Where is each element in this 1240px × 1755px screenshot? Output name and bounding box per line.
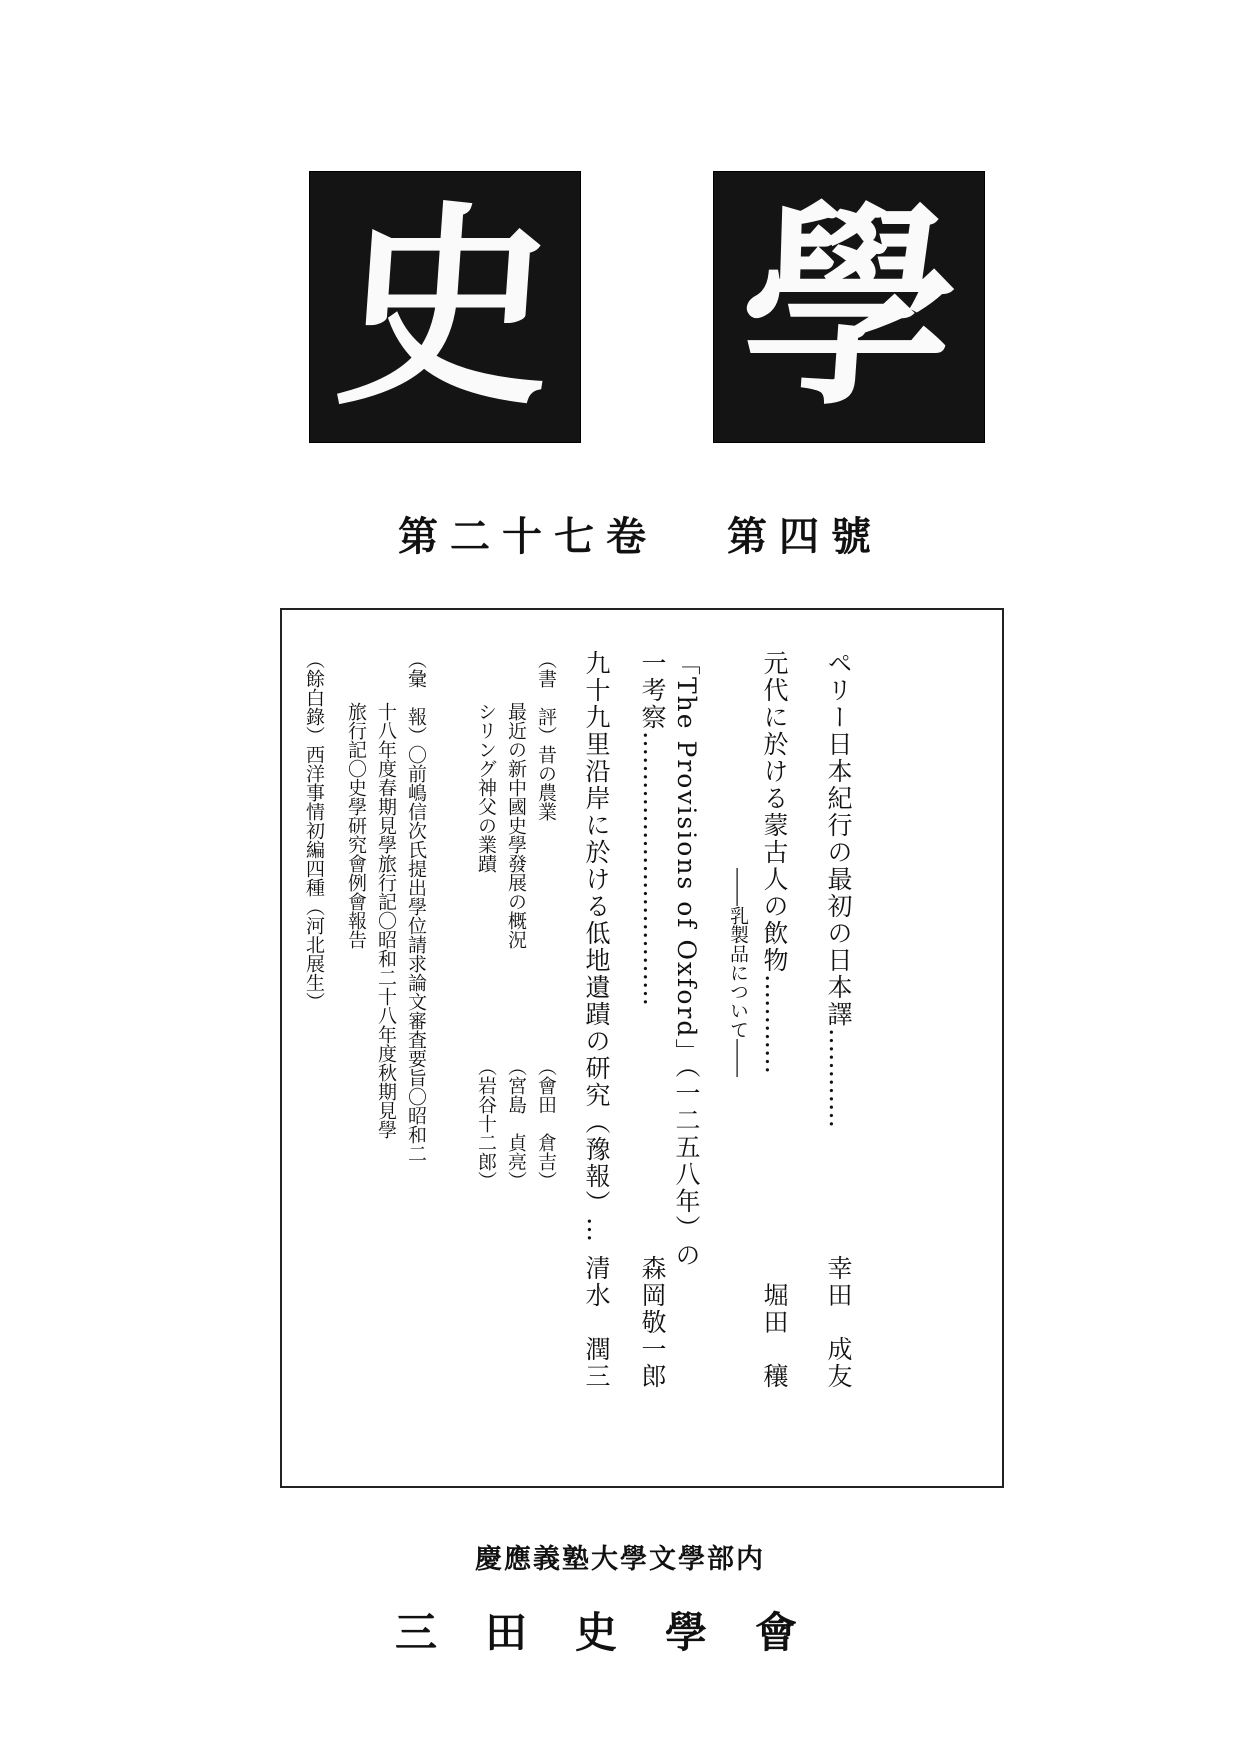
toc-news	[344, 702, 366, 949]
toc-title: 最近の新中國史學發展の概況	[505, 702, 527, 949]
toc-author: 堀田 穰	[760, 1282, 789, 1390]
toc-entry	[759, 650, 788, 1390]
toc-review	[504, 702, 526, 1190]
table-of-contents	[280, 608, 1004, 1488]
toc-title: 「The Provisions of Oxford」（一二五八年）の	[672, 650, 701, 1269]
toc-title: 一考察	[638, 650, 667, 731]
toc-review	[534, 650, 556, 1190]
toc-title: （餘白錄）西洋事情初編四種（河北展生）	[303, 650, 325, 1011]
toc-author: （岩谷十二郎）	[475, 1057, 497, 1190]
toc-title: （彙 報）〇前嶋信次氏提出學位請求論文審査要旨〇昭和二	[405, 650, 427, 1163]
toc-title: 九十九里沿岸に於ける低地遺蹟の研究（豫報）	[582, 650, 611, 1217]
volume-number: 第二十七卷	[398, 513, 658, 560]
toc-title: ペリー日本紀行の最初の日本譯	[824, 650, 853, 1028]
toc-entry	[671, 650, 700, 1269]
toc-author: （宮島 貞亮）	[505, 1057, 527, 1190]
publisher-affiliation: 慶應義塾大學文學部内	[475, 1544, 765, 1575]
toc-dots: ……………………………	[638, 731, 667, 1006]
title-char-right: 學	[732, 180, 966, 434]
publisher-name: 三田史學會	[394, 1608, 845, 1657]
toc-dots: …………	[760, 974, 789, 1074]
toc-dots: …	[582, 1217, 611, 1242]
toc-subtitle	[726, 868, 748, 1077]
toc-author: 清水 潤三	[582, 1255, 611, 1390]
toc-entry	[823, 650, 852, 1390]
issue-number: 第四號	[727, 513, 883, 560]
toc-title: 旅行記〇史學研究會例會報告	[345, 702, 367, 949]
toc-entry	[637, 650, 666, 1390]
toc-title: ――乳製品について――	[727, 868, 749, 1077]
toc-news	[374, 702, 396, 1139]
toc-title: 十八年度春期見學旅行記〇昭和二十八年度秋期見學	[375, 702, 397, 1139]
toc-title: （書 評）昔の農業	[535, 650, 557, 821]
toc-author: 幸田 成友	[824, 1255, 853, 1390]
toc-review	[474, 702, 496, 1190]
toc-title: 元代に於ける蒙古人の飲物	[760, 650, 789, 974]
title-block-left	[310, 172, 580, 442]
toc-author: （會田 倉吉）	[535, 1057, 557, 1190]
toc-entry	[581, 650, 610, 1390]
toc-author: 森岡敬一郎	[638, 1255, 667, 1390]
toc-title: シリング神父の業蹟	[475, 702, 497, 873]
toc-dots: …………	[824, 1028, 853, 1128]
title-block-right	[714, 172, 984, 442]
toc-margin-notes	[302, 650, 324, 1011]
title-char-left: 史	[328, 180, 562, 434]
toc-news	[404, 650, 426, 1163]
